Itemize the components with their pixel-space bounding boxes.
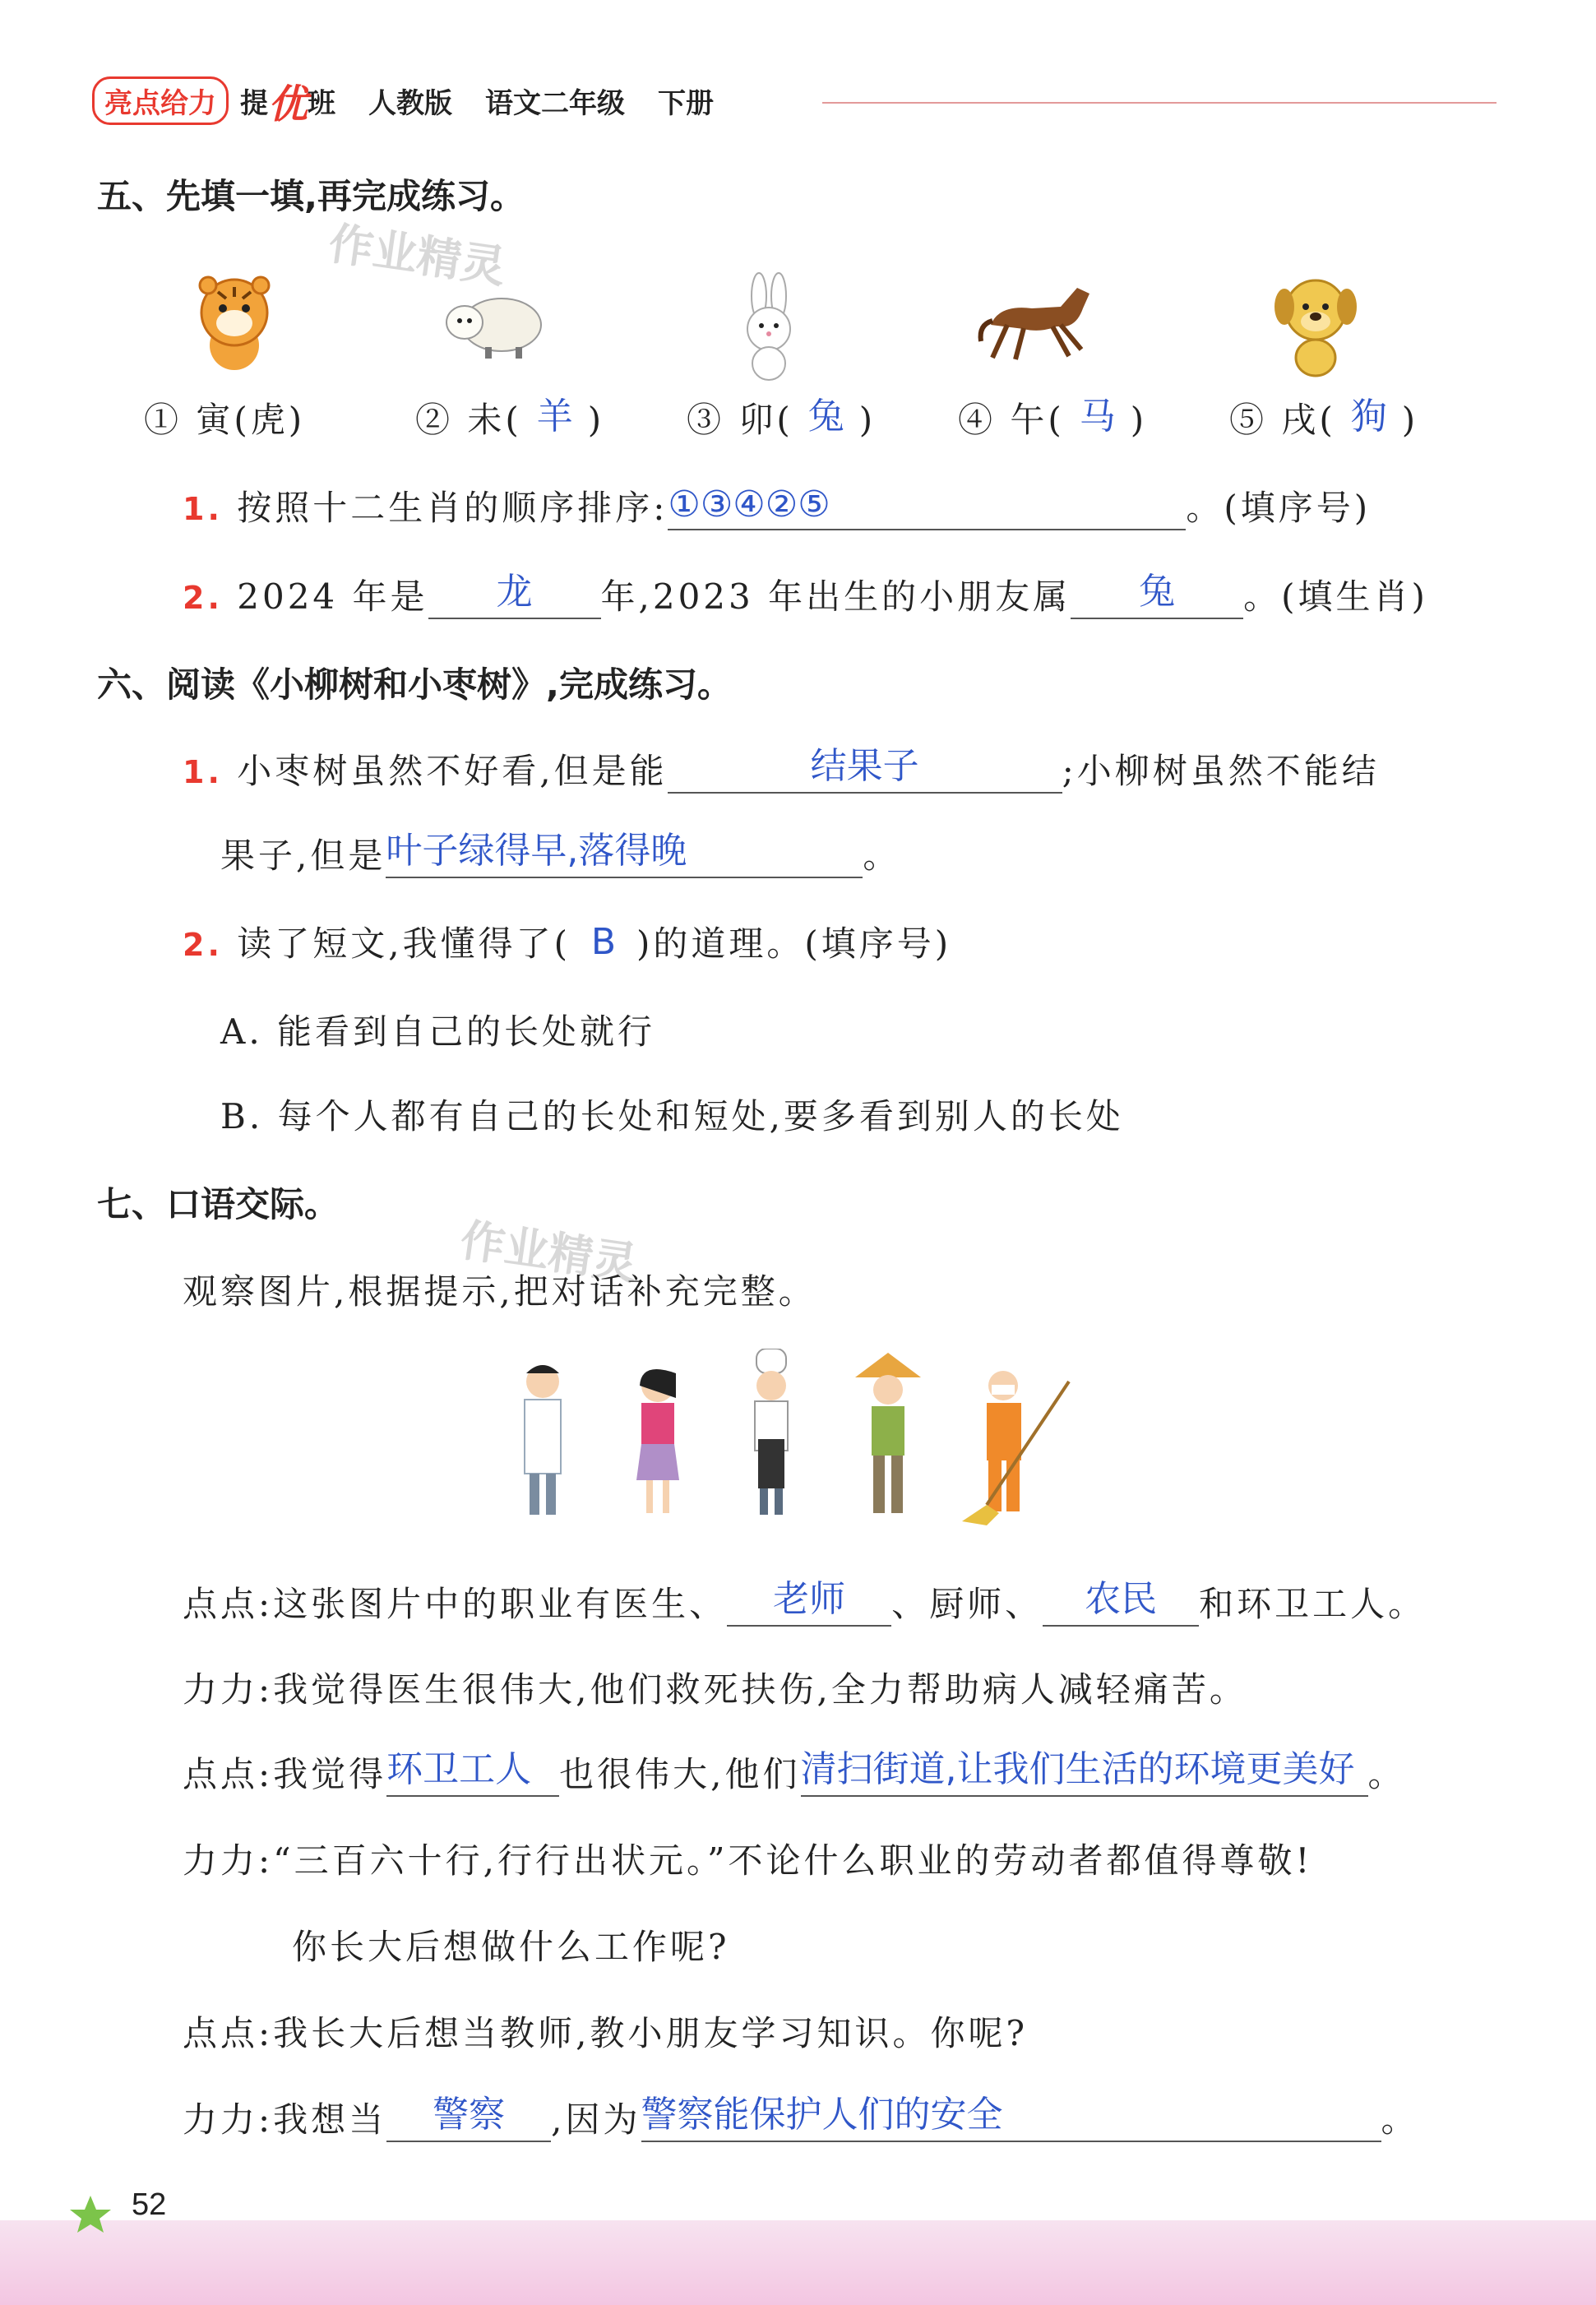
- dialogue-text: 也很伟大,他们: [559, 1754, 801, 1794]
- series-name-you: 优: [268, 81, 308, 127]
- answer-text: ①③④②⑤: [668, 484, 830, 525]
- answer-blank[interactable]: [801, 1749, 1368, 1797]
- zodiac-close: ): [587, 400, 605, 440]
- zodiac-close: ): [288, 400, 306, 440]
- answer-blank[interactable]: [668, 483, 1186, 530]
- section-6-question-1: [183, 744, 1380, 794]
- dialogue-line-7: [183, 2093, 1419, 2142]
- header-rule: [822, 102, 1497, 104]
- answer-blank[interactable]: [668, 746, 1062, 794]
- dialogue-text: 。: [1367, 1754, 1406, 1794]
- answer-blank[interactable]: [1336, 396, 1402, 442]
- question-text: 读了短文,我懂得了(: [237, 923, 571, 964]
- dialogue-line-2: 力力:我觉得医生很伟大,他们救死扶伤,全力帮助病人减轻痛苦。: [183, 1669, 1247, 1710]
- zodiac-close: ): [858, 400, 877, 440]
- option-a: A. 能看到自己的长处就行: [220, 1011, 656, 1052]
- question-number: 1.: [183, 754, 223, 790]
- answer-blank[interactable]: [727, 1579, 891, 1627]
- dialogue-text: 和环卫工人。: [1199, 1584, 1427, 1624]
- question-tail: 。(填生肖): [1243, 576, 1428, 617]
- section-5-title: 五、先填一填,再完成练习。: [97, 176, 525, 216]
- zodiac-item: [687, 393, 958, 442]
- horse-icon: [974, 275, 1098, 366]
- dialogue-text: 、厨师、: [891, 1584, 1043, 1624]
- answer-blank[interactable]: [1043, 1579, 1199, 1627]
- section-7-intro: 观察图片,根据提示,把对话补充完整。: [183, 1271, 817, 1312]
- dialogue-line-3: [183, 1747, 1406, 1797]
- series-badge: 亮点给力: [92, 76, 229, 125]
- answer-text: 狗: [1350, 396, 1387, 437]
- answer-text: 农民: [1085, 1578, 1158, 1620]
- answer-text: 老师: [773, 1578, 846, 1620]
- dialogue-text: ,因为: [551, 2099, 641, 2140]
- answer-text: 结果子: [810, 745, 919, 787]
- question-text: )的道理。(填序号): [636, 923, 952, 964]
- zodiac-item: [1229, 393, 1476, 442]
- answer-blank[interactable]: [522, 396, 588, 442]
- watermark: 作业精灵: [326, 217, 509, 294]
- section-5-question-2: [183, 570, 1428, 619]
- section-6-title: 六、阅读《小柳树和小枣树》,完成练习。: [97, 664, 732, 705]
- page-footer-band: [0, 2220, 1596, 2305]
- answer-blank[interactable]: [386, 1749, 559, 1797]
- answer-blank[interactable]: [1071, 572, 1243, 619]
- question-text: 年,2023 年出生的小朋友属: [600, 576, 1071, 617]
- answer-blank[interactable]: [428, 572, 601, 619]
- doctor-icon: [525, 1365, 561, 1515]
- zodiac-row: [144, 393, 1476, 442]
- tiger-icon: [185, 267, 284, 374]
- zodiac-label: ① 寅(: [144, 400, 251, 440]
- dialogue-line-1: [183, 1577, 1426, 1627]
- zodiac-item: [958, 393, 1229, 442]
- question-number: 2.: [183, 927, 223, 963]
- section-6-question-1-cont: [220, 829, 900, 878]
- chef-icon: [755, 1349, 788, 1515]
- answer-text: 叶子绿得早,落得晚: [386, 830, 687, 872]
- edition-label: 人教版: [368, 86, 453, 120]
- rabbit-icon: [728, 271, 810, 382]
- zodiac-label: ③ 卯(: [687, 400, 793, 440]
- answer-text: 清扫街道,让我们生活的环境更美好: [800, 1748, 1355, 1790]
- volume-label: 下册: [658, 86, 715, 120]
- answer-blank[interactable]: [793, 396, 859, 442]
- sanitation-worker-icon: [962, 1371, 1069, 1525]
- teacher-icon: [636, 1369, 679, 1513]
- dialogue-text: 点点:我觉得: [183, 1754, 387, 1794]
- zodiac-label: ② 未(: [415, 400, 522, 440]
- question-text: 2024 年是: [237, 576, 428, 617]
- professions-illustration: [493, 1349, 1085, 1530]
- answer-text: 警察能保护人们的安全: [641, 2094, 1003, 2136]
- question-tail: 。(填序号): [1186, 488, 1372, 528]
- dialogue-text: 点点:这张图片中的职业有医生、: [183, 1584, 728, 1624]
- answer-blank[interactable]: [386, 831, 863, 878]
- series-name-b: 班: [308, 86, 336, 120]
- answer-text: 马: [1079, 396, 1116, 437]
- answer-text: 警察: [433, 2094, 506, 2136]
- dialogue-line-6: 点点:我长大后想当教师,教小朋友学习知识。你呢?: [183, 2013, 1029, 2053]
- section-7-title: 七、口语交际。: [97, 1184, 340, 1224]
- answer-text: B: [590, 921, 617, 963]
- dialogue-line-4: 力力:“三百六十行,行行出状元。”不论什么职业的劳动者都值得尊敬!: [183, 1840, 1313, 1881]
- answer-blank[interactable]: [641, 2094, 1381, 2142]
- farmer-icon: [855, 1353, 921, 1513]
- section-5-question-1: [183, 481, 1371, 530]
- sheep-icon: [440, 288, 547, 362]
- zodiac-given: 虎: [250, 400, 289, 440]
- dialogue-text: 。: [1381, 2099, 1419, 2140]
- answer-text: 龙: [496, 571, 533, 613]
- question-text: 果子,但是: [220, 835, 386, 876]
- answer-text: 环卫工人: [386, 1748, 532, 1790]
- answer-blank[interactable]: [1065, 396, 1131, 442]
- answer-blank[interactable]: [571, 921, 636, 966]
- series-name-a: 提: [240, 86, 268, 120]
- page-number: 52: [132, 2187, 167, 2222]
- option-b: B. 每个人都有自己的长处和短处,要多看到别人的长处: [220, 1096, 1124, 1136]
- question-number: 1.: [183, 491, 223, 527]
- answer-blank[interactable]: [386, 2094, 551, 2142]
- answer-text: 兔: [1139, 571, 1176, 613]
- zodiac-item: [144, 393, 415, 442]
- zodiac-item: [415, 393, 687, 442]
- page-header: [92, 76, 714, 125]
- section-6-question-2: [183, 917, 951, 966]
- dialogue-text: 力力:我想当: [183, 2099, 387, 2140]
- subject-label: 语文二年级: [485, 86, 626, 120]
- question-number: 2.: [183, 580, 223, 616]
- question-text: ;小柳树虽然不能结: [1062, 751, 1380, 791]
- question-text: 按照十二生肖的顺序排序:: [237, 488, 668, 528]
- dog-icon: [1266, 267, 1365, 378]
- zodiac-label: ④ 午(: [958, 400, 1065, 440]
- zodiac-label: ⑤ 戌(: [1229, 400, 1336, 440]
- zodiac-close: ): [1401, 400, 1419, 440]
- star-icon: [66, 2192, 123, 2241]
- zodiac-close: ): [1130, 400, 1148, 440]
- question-text: 小枣树虽然不好看,但是能: [237, 751, 668, 791]
- answer-text: 羊: [536, 396, 573, 437]
- watermark: 作业精灵: [457, 1214, 641, 1290]
- dialogue-line-5: 你长大后想做什么工作呢?: [292, 1927, 730, 1967]
- question-tail: 。: [863, 835, 901, 876]
- answer-text: 兔: [807, 396, 844, 437]
